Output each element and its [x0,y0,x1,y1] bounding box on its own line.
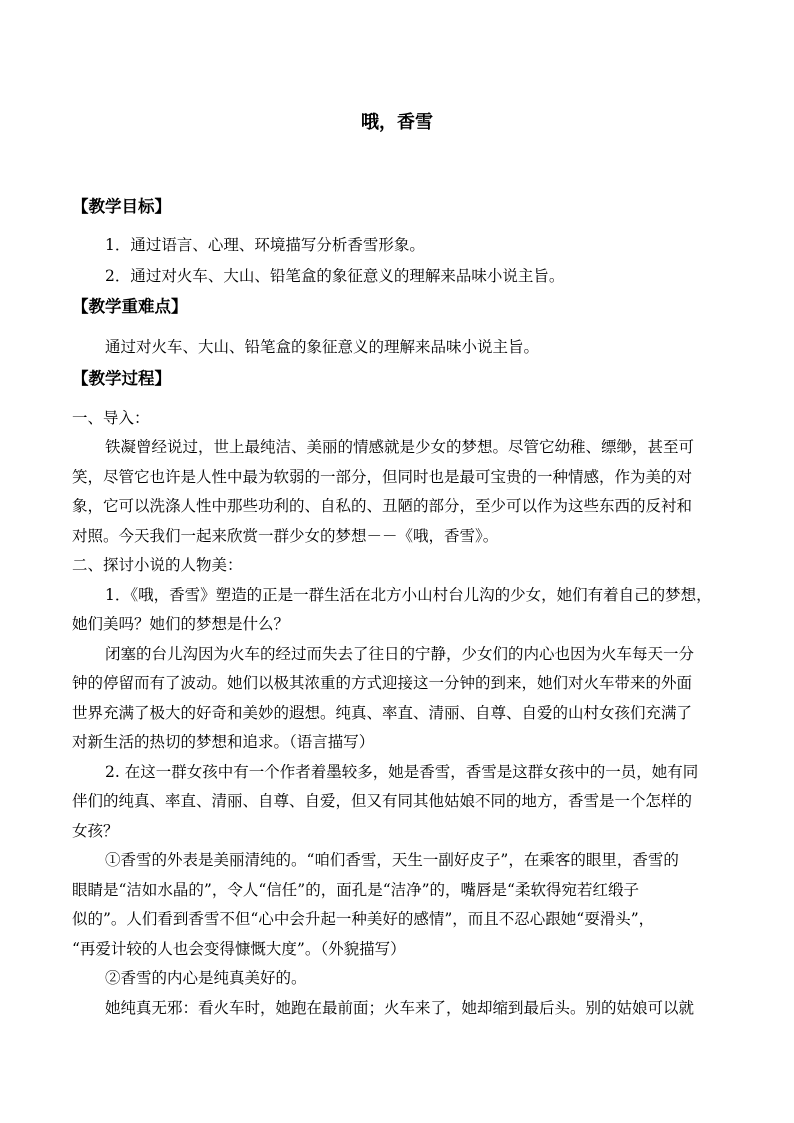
document-title: 哦，香雪 [361,112,433,133]
answer-1-line-3: 世界充满了极大的好奇和美妙的遐想。纯真、率直、清丽、自尊、自爱的山村女孩们充满了 [72,704,693,722]
answer-1-line-2: 钟的停留而有了波动。她们以极其浓重的方式迎接这一分钟的到来，她们对火车带来的外面 [72,674,693,692]
question-2-line-1: 2. 在这一群女孩中有一个作者着墨较多，她是香雪，香雪是这群女孩中的一员，她有同 [105,763,699,781]
key-difficulty-text: 通过对火车、大山、铅笔盒的象征意义的理解来品味小说主旨。 [105,338,540,356]
question-2-line-3: 女孩？ [72,822,119,840]
point-1-line-1: ①香雪的外表是美丽清纯的。“咱们香雪，天生一副好皮子”，在乘客的眼里，香雪的 [105,851,679,869]
point-3-line-1: 她纯真无邪：看火车时，她跑在最前面；火车来了，她却缩到最后头。别的姑娘可以就 [105,999,695,1017]
intro-paragraph-line-4: 对照。今天我们一起来欣赏一群少女的梦想－－《哦，香雪》。 [72,527,499,545]
heading-teaching-goals: 【教学目标】 [72,197,171,216]
point-1-line-4: “再爱计较的人也会变得慷慨大度”。（外貌描写） [72,940,406,958]
goal-item-2: 2．通过对火车、大山、铅笔盒的象征意义的理解来品味小说主旨。 [105,267,565,285]
question-2-line-2: 伴们的纯真、率直、清丽、自尊、自爱，但又有同其他姑娘不同的地方，香雪是一个怎样的 [72,792,693,810]
section-character-title: 二、探讨小说的人物美： [72,556,243,574]
goal-item-1: 1．通过语言、心理、环境描写分析香雪形象。 [105,236,425,254]
intro-paragraph-line-1: 铁凝曾经说过，世上最纯洁、美丽的情感就是少女的梦想。尽管它幼稚、缥缈，甚至可 [105,438,695,456]
heading-key-difficulty: 【教学重难点】 [72,297,188,316]
intro-paragraph-line-2: 笑，尽管它也许是人性中最为软弱的一部分，但同时也是最可宝贵的一种情感，作为美的对 [72,468,693,486]
point-1-line-3: 似的”。人们看到香雪不但“心中会升起一种美好的感情”，而且不忍心跟她“耍滑头”， [72,910,655,928]
heading-teaching-process: 【教学过程】 [72,369,171,388]
answer-1-line-1: 闭塞的台儿沟因为火车的经过而失去了往日的宁静，少女们的内心也因为火车每天一分 [105,645,695,663]
point-1-line-2: 眼睛是“洁如水晶的”，令人“信任”的，面孔是“洁净”的，嘴唇是“柔软得宛若红缎子 [72,881,639,899]
question-1-line-2: 她们美吗？她们的梦想是什么？ [72,615,290,633]
intro-paragraph-line-3: 象，它可以洗涤人性中那些功利的、自私的、丑陋的部分，至少可以作为这些东西的反衬和 [72,497,693,515]
point-2-line-1: ②香雪的内心是纯真美好的。 [105,969,307,987]
question-1-line-1: 1．《哦，香雪》塑造的正是一群生活在北方小山村台儿沟的少女，她们有着自己的梦想， [105,586,712,604]
section-intro-title: 一、导入： [72,409,150,427]
answer-1-line-4: 对新生活的热切的梦想和追求。（语言描写） [72,733,375,751]
